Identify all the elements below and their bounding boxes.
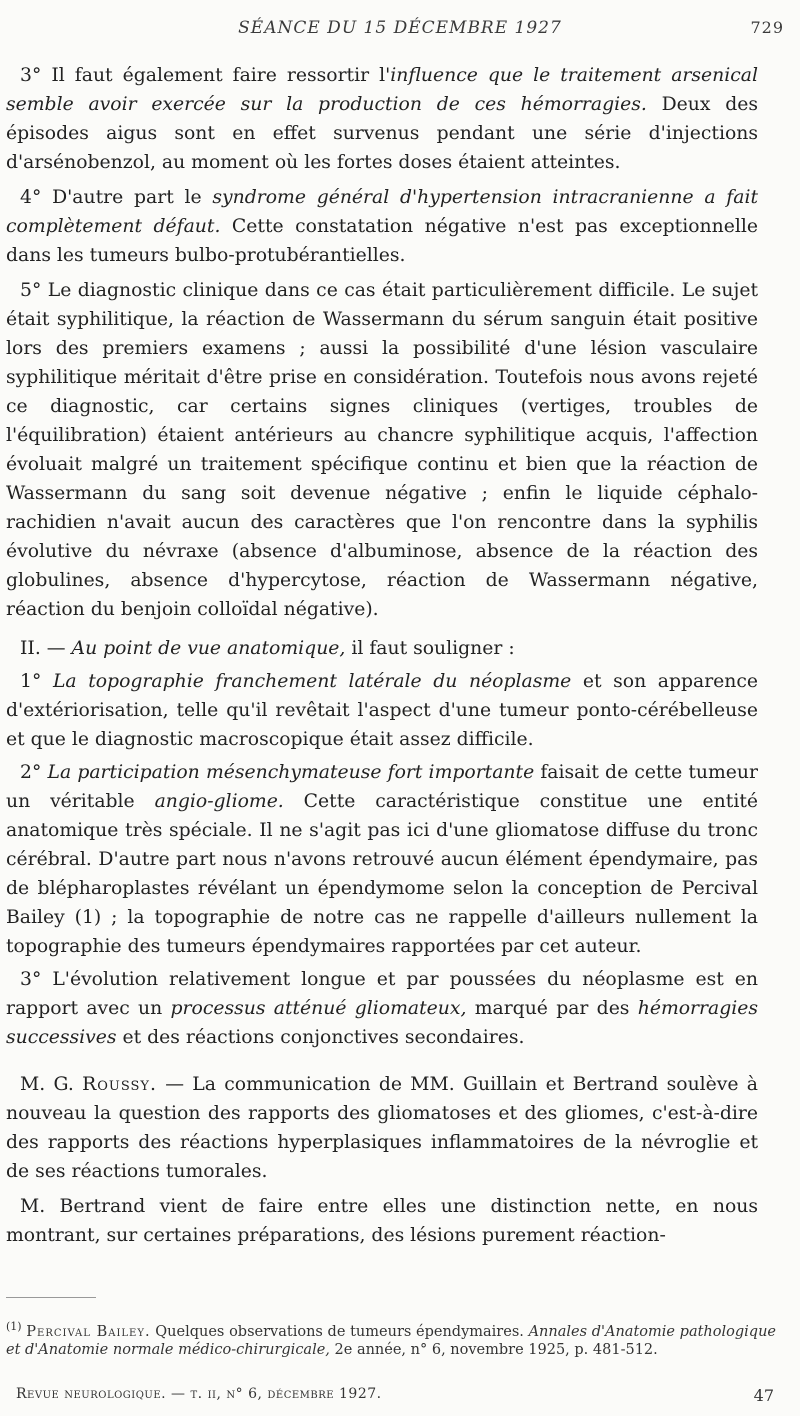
anatomic-point-1-rest: et son apparence d'extériorisation, telle qu'il revêtait l'aspect d'une tumeur ponto-cérébelleuse et que le diagnostic macroscopique était assez difficile. [6, 671, 759, 750]
anatomic-point-3-rest: et des réactions conjonctives secondaires. [116, 1027, 525, 1048]
anatomic-point-3 [6, 965, 758, 1052]
discussion-bertrand: M. Bertrand vient de faire entre elles une distinction nette, en nous montrant, sur certaines préparations, des lésions purement réaction- [6, 1196, 758, 1246]
footnote-author: Percival Bailey. [26, 1323, 151, 1340]
paragraph-point-3-lead: 3° Il faut également faire ressortir l' [20, 65, 391, 86]
body-text [6, 61, 758, 1256]
section-intro: il faut souligner : [345, 638, 515, 659]
anatomic-point-3-emphasis: processus atténué gliomateux, [170, 998, 467, 1019]
anatomic-point-3-term: hémorragies successives [6, 998, 758, 1048]
paragraph-point-5: 5° Le diagnostic clinique dans ce cas était particulièrement difficile. Le sujet était syphilitique, la réaction de Wassermann du sérum sanguin était positive lors des premiers examens ; aussi la possibilité d'une lésion vasculaire syphilitique méritait d'être prise en considération. Toutefois nous avons rejeté ce diagnostic, car certains signes cliniques (vertiges, troubles de l'équilibration) étaient antérieurs au chancre syphilitique acquis, l'affection évoluait malgré un traitement spécifique continu et bien que la réaction de Wassermann du sang soit devenue négative ; enfin le liquide céphalo-rachidien n'avait aucun des caractères que l'on rencontre dans la syphilis évolutive du névraxe (absence d'albuminose, absence de la réaction des globulines, absence d'hypercytose, réaction de Wassermann négative, réaction du benjoin colloïdal négative). [6, 280, 758, 620]
anatomic-point-2-rest: Cette caractéristique constitue une entité anatomique très spéciale. Il ne s'agit pas ici d'une gliomatose diffuse du tronc cérébral. D'autre part nous n'avons retrouvé aucun élément épendymaire, pas de blépharoplastes révélant un épendymome selon la conception de Percival Bailey (1) ; la topographie de notre cas ne rappelle d'ailleurs nullement la topographie des tumeurs épendymaires rapportées par cet auteur. [6, 791, 758, 957]
discussion-roussy [6, 1070, 758, 1186]
anatomic-point-3-lead: 3° L'évolution relativement longue et par poussées du néoplasme est en rapport avec un [6, 969, 758, 1019]
footnote-rule [6, 1297, 96, 1298]
footnote-text: Quelques observations de tumeurs épendymaires. [150, 1323, 529, 1340]
anatomic-point-3-mid: marqué par des [466, 998, 638, 1019]
anatomic-point-2-term: angio-gliome. [154, 791, 284, 812]
journal-footer [16, 1386, 776, 1405]
speaker-prefix: M. G. [20, 1074, 83, 1095]
footnote-details: 2e année, n° 6, novembre 1925, p. 481-512. [329, 1341, 658, 1358]
paragraph-point-4-rest: Cette constatation négative n'est pas exceptionnelle dans les tumeurs bulbo-protubérantielles. [6, 216, 758, 266]
footnote-mark: (1) [6, 1320, 22, 1333]
section-number: II. — [20, 638, 72, 659]
anatomic-point-2 [6, 758, 758, 961]
anatomic-point-1-emphasis: La topographie franchement latérale du néoplasme [52, 671, 572, 692]
speaker-name: Roussy. [82, 1074, 157, 1095]
footnote [6, 1318, 776, 1359]
running-title: SÉANCE DU 15 DÉCEMBRE 1927 [238, 18, 562, 38]
anatomic-point-2-emphasis: La participation mésenchymateuse fort importante [47, 762, 535, 783]
anatomic-point-1 [6, 667, 758, 754]
paragraph-point-4 [6, 183, 758, 270]
signature-number: 47 [753, 1386, 774, 1405]
paragraph-point-3 [6, 61, 758, 177]
anatomic-point-1-number: 1° [20, 671, 53, 692]
journal-footer-text: Revue neurologique. — t. ii, n° 6, décembre 1927. [16, 1386, 382, 1402]
discussion-roussy-text: — La communication de MM. Guillain et Bertrand soulève à nouveau la question des rapports des gliomatoses et des gliomes, c'est-à-dire des rapports des réactions hyperplasiques inflammatoires de la névroglie et de ses réactions tumorales. [6, 1074, 759, 1182]
running-header [0, 18, 800, 48]
anatomic-point-2-mid: faisait de cette tumeur un véritable [6, 762, 758, 812]
paragraph-point-3-emphasis: influence que le traitement arsenical semble avoir exercée sur la production de ces hémorragies. [6, 65, 758, 115]
footnote-journal: Annales d'Anatomie pathologique et d'Anatomie normale médico-chirurgicale, [6, 1323, 776, 1358]
paragraph-point-4-lead: 4° D'autre part le [20, 187, 213, 208]
anatomic-point-2-number: 2° [20, 762, 48, 783]
page-number: 729 [750, 18, 784, 37]
paragraph-point-3-rest: Deux des épisodes aigus sont en effet survenus pendant une série d'injections d'arsénobenzol, au moment où les fortes doses étaient atteintes. [6, 94, 759, 173]
section-title: Au point de vue anatomique, [71, 638, 346, 659]
paragraph-point-4-emphasis: syndrome général d'hypertension intracranienne a fait complètement défaut. [6, 187, 758, 237]
section-heading-anatomique [6, 634, 758, 663]
